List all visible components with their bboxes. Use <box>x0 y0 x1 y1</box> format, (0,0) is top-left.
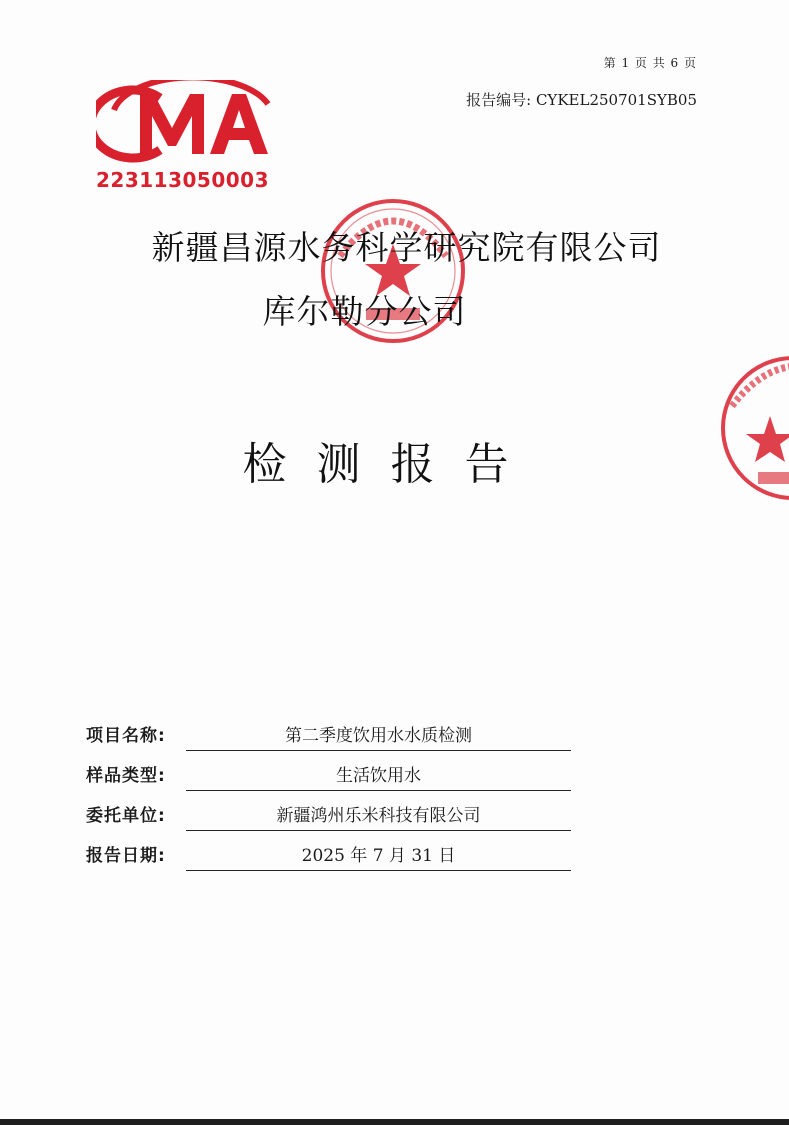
project-name-label: 项目名称: <box>86 726 166 746</box>
page-number: 第 1 页 共 6 页 <box>603 56 697 70</box>
company-name-line2: 库尔勒分公司 <box>262 292 467 331</box>
sample-type-label: 样品类型: <box>86 766 166 786</box>
report-info-block <box>86 717 586 877</box>
sample-type-value: 生活饮用水 <box>186 761 571 791</box>
company-name-line1: 新疆昌源水务科学研究院有限公司 <box>151 228 662 267</box>
report-date-value: 2025 年 7 月 31 日 <box>186 841 571 871</box>
client-label: 委托单位: <box>86 806 166 826</box>
info-row-report-date <box>86 837 586 877</box>
project-name-value: 第二季度饮用水水质检测 <box>186 721 571 751</box>
report-number: 报告编号: CYKEL250701SYB05 <box>466 91 697 109</box>
report-date-label: 报告日期: <box>86 846 166 866</box>
cma-code: 223113050003 <box>96 168 269 192</box>
report-title: 检测报告 <box>242 439 539 490</box>
scan-bottom-edge <box>0 1119 789 1125</box>
info-row-project <box>86 717 586 757</box>
info-row-sample-type <box>86 757 586 797</box>
client-value: 新疆鸿州乐米科技有限公司 <box>186 801 571 831</box>
info-row-client <box>86 797 586 837</box>
